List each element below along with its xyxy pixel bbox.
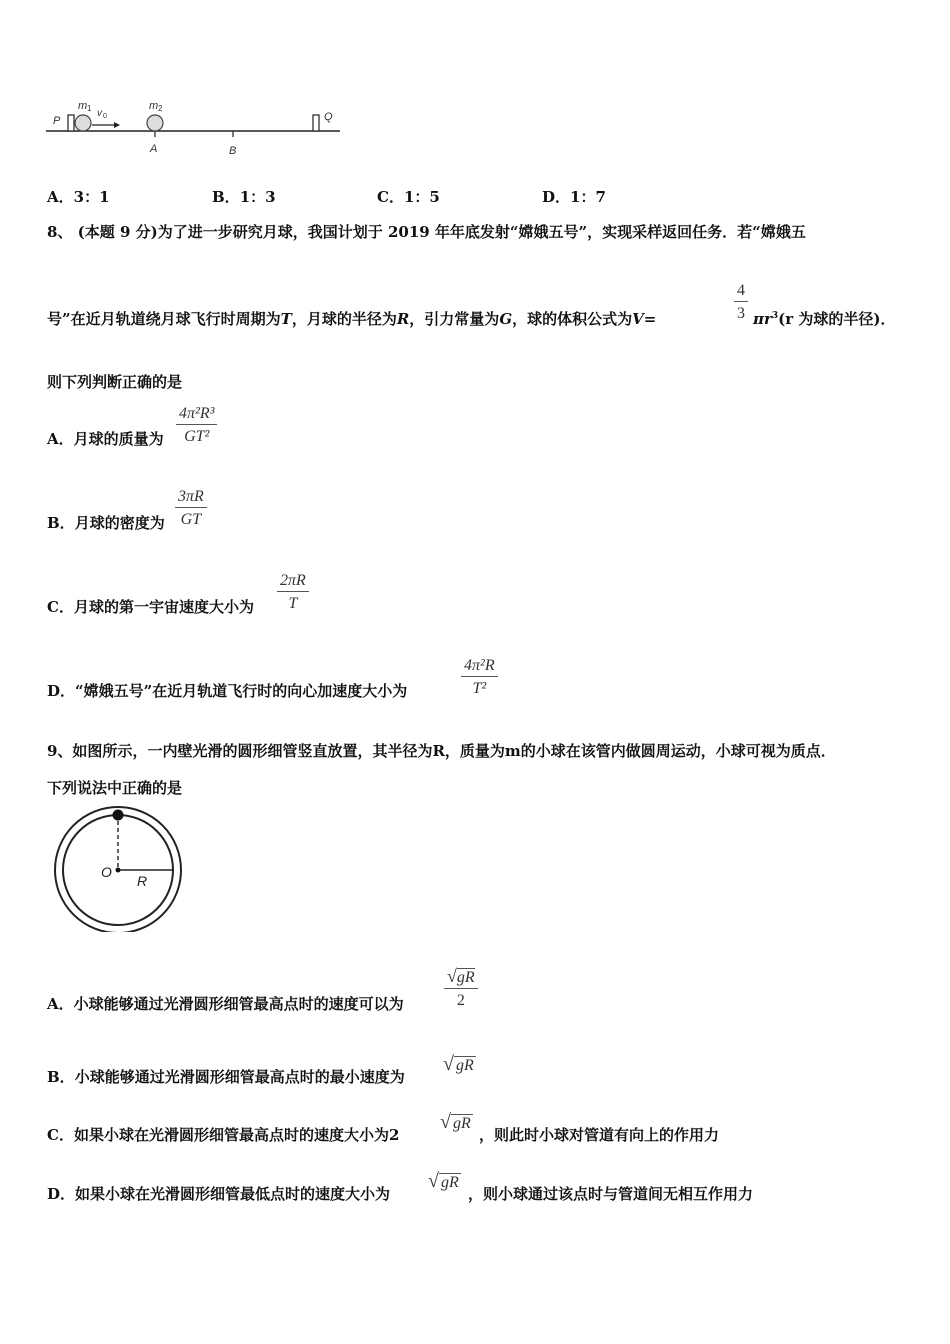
q7-option-b[interactable] xyxy=(212,186,276,207)
wall-p xyxy=(68,115,74,131)
fraction-denominator: 2 xyxy=(444,988,478,1011)
q9-option-a-fraction xyxy=(444,966,478,1011)
fraction-denominator: T² xyxy=(461,676,498,699)
option-letter: C． xyxy=(47,1126,74,1144)
fraction-numerator: 3πR xyxy=(178,488,204,505)
q9-option-b[interactable] xyxy=(47,1066,405,1087)
q7-figure xyxy=(42,96,352,160)
q9-option-d-tail: ，则小球通过该点时与管道间无相互作用力 xyxy=(468,1185,754,1203)
q9-option-c-sqrt: √ gR xyxy=(440,1111,471,1133)
velocity-arrow-head xyxy=(114,122,120,128)
q8-option-c-fraction xyxy=(277,571,309,614)
option-text: 月球的第一宇宙速度大小为 xyxy=(73,598,254,616)
option-letter: D． xyxy=(47,682,76,700)
option-text: 1：7 xyxy=(570,188,606,206)
q9-option-b-sqrt: √ gR xyxy=(443,1053,474,1075)
label-v: v xyxy=(97,108,102,119)
option-text: 小球能够通过光滑圆形细管最高点时的速度可以为 xyxy=(73,995,404,1013)
q9-option-c[interactable]: C．如果小球在光滑圆形细管最高点时的速度大小为2 xyxy=(47,1126,400,1144)
fraction-denominator: GT² xyxy=(176,424,217,447)
option-text: 3：1 xyxy=(73,188,110,206)
option-letter: B． xyxy=(212,188,240,206)
option-text: 月球的密度为 xyxy=(74,514,165,532)
option-text: 如果小球在光滑圆形细管最低点时的速度大小为 xyxy=(75,1185,391,1203)
label-o: O xyxy=(101,864,112,880)
label-m1: m xyxy=(78,100,88,112)
q9-figure xyxy=(44,802,189,932)
label-b: B xyxy=(229,145,237,157)
label-a: A xyxy=(150,143,158,155)
fraction-numerator: 4π²R³ xyxy=(179,405,215,422)
option-letter: B． xyxy=(47,1068,75,1086)
q8-option-d[interactable] xyxy=(47,680,407,701)
option-letter: C． xyxy=(47,598,74,616)
q9-option-c-tail: ，则此时小球对管道有向上的作用力 xyxy=(479,1126,720,1144)
option-letter: A． xyxy=(47,188,74,206)
q8-line-2-tail: $\pi r^3(r$ 为球的半径)． xyxy=(753,310,896,328)
label-p: P xyxy=(53,115,61,127)
fraction-numerator: 4π²R xyxy=(464,657,495,674)
q8-option-b-fraction xyxy=(175,487,207,530)
q9-option-d-sqrt: √ gR xyxy=(428,1170,459,1192)
q9-option-d[interactable] xyxy=(47,1183,390,1204)
q8-option-a[interactable] xyxy=(47,428,164,449)
label-q: Q xyxy=(324,111,333,123)
label-m2: m xyxy=(149,100,159,112)
ball-m2 xyxy=(147,115,163,131)
q8-option-b[interactable] xyxy=(47,512,165,533)
q8-option-d-fraction xyxy=(461,656,498,699)
small-ball xyxy=(113,810,124,821)
wall-q xyxy=(313,115,319,131)
option-text: 小球能够通过光滑圆形细管最高点时的最小速度为 xyxy=(74,1068,405,1086)
fraction-denominator: T xyxy=(277,591,309,614)
center-point xyxy=(116,868,121,873)
q8-line-2: 号”在近月轨道绕月球飞行时周期为T，月球的半径为R，引力常量为G，球的体积公式为V= xyxy=(47,310,657,328)
option-text: 月球的质量为 xyxy=(73,430,164,448)
fraction-numerator: 2πR xyxy=(280,572,306,589)
q7-option-c[interactable] xyxy=(377,186,440,207)
q9-line-1: 9、如图所示，一内壁光滑的圆形细管竖直放置，其半径为R，质量为m的小球在该管内做圆周运动，小球可视为质点． xyxy=(47,742,836,760)
q8-line-3: 则下列判断正确的是 xyxy=(47,373,183,391)
option-letter: A． xyxy=(47,995,74,1013)
volume-fraction xyxy=(734,281,748,324)
option-text: 1：3 xyxy=(239,188,276,206)
q8-line-1: 8、 (本题 9 分)为了进一步研究月球，我国计划于 2019 年年底发射“嫦娥五号”，实现采样返回任务．若“嫦娥五 xyxy=(47,223,806,241)
option-letter: B． xyxy=(47,514,75,532)
ball-m1 xyxy=(75,115,91,131)
label-v-sub: 0 xyxy=(103,113,107,120)
label-m1-sub: 1 xyxy=(87,104,92,113)
volume-numerator: 4 xyxy=(737,282,745,299)
volume-denominator: 3 xyxy=(734,301,748,324)
q7-option-d[interactable] xyxy=(542,186,606,207)
option-text: 1：5 xyxy=(403,188,440,206)
q9-line-2: 下列说法中正确的是 xyxy=(47,779,183,797)
q9-option-a[interactable] xyxy=(47,993,404,1014)
q8-option-c[interactable] xyxy=(47,596,254,617)
q8-option-a-fraction xyxy=(176,404,217,447)
option-letter: D． xyxy=(542,188,571,206)
fraction-denominator: GT xyxy=(175,507,207,530)
option-letter: A． xyxy=(47,430,74,448)
q7-option-a[interactable] xyxy=(47,186,110,207)
fraction-numerator: √gR xyxy=(447,966,475,986)
option-text: “嫦娥五号”在近月轨道飞行时的向心加速度大小为 xyxy=(75,682,408,700)
label-m2-sub: 2 xyxy=(158,104,163,113)
label-r: R xyxy=(137,873,148,889)
option-letter: C． xyxy=(377,188,404,206)
option-letter: D． xyxy=(47,1185,76,1203)
option-text: 如果小球在光滑圆形细管最高点时的速度大小为 xyxy=(73,1126,389,1144)
